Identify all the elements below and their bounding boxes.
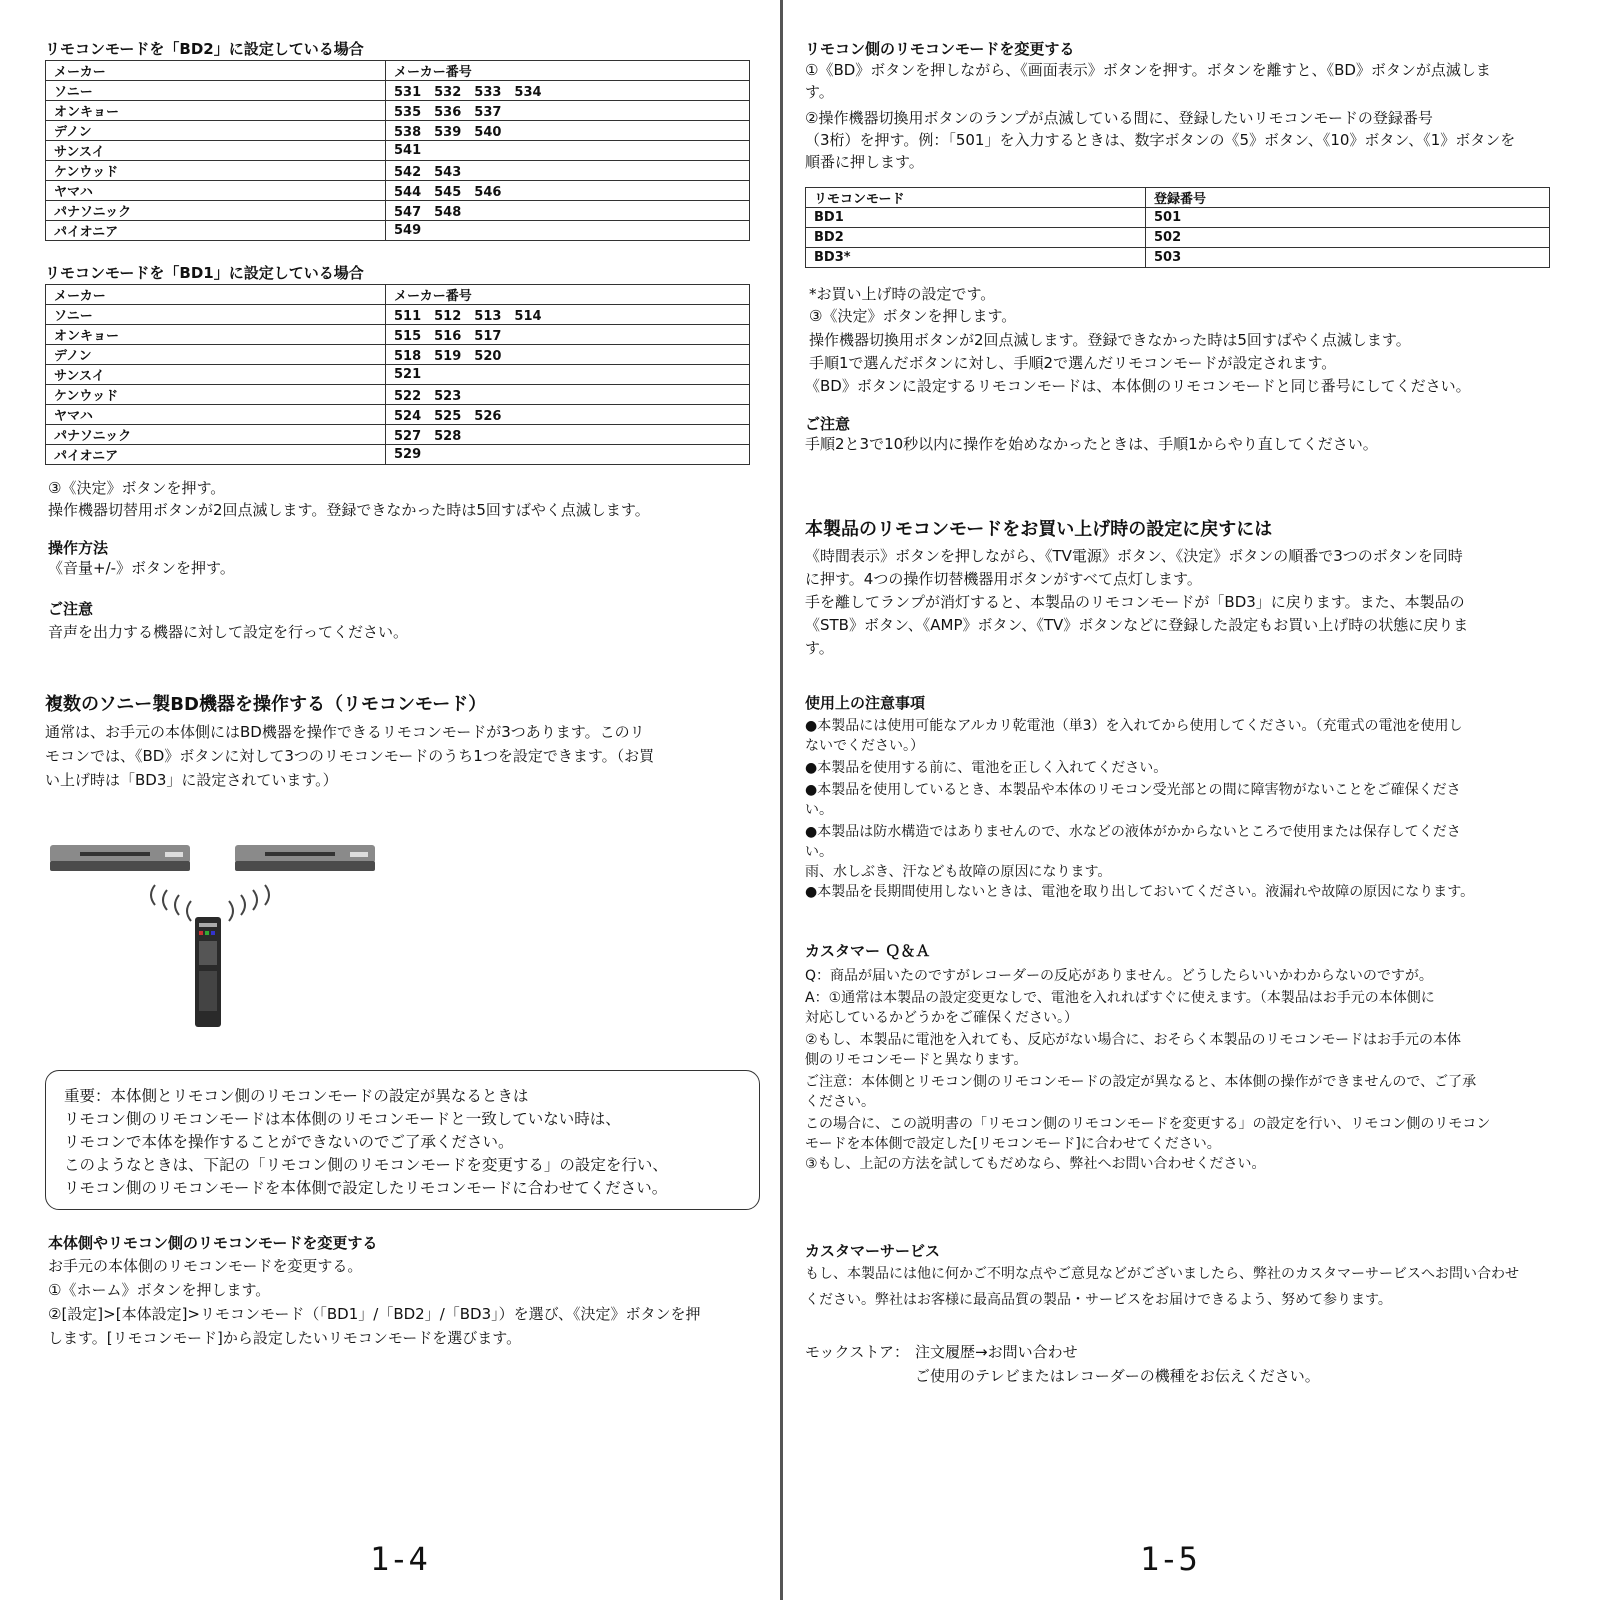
reset-line-4: 《STB》ボタン、《AMP》ボタン、《TV》ボタンなどに登録した設定もお買い上げ時の状態に戻りま <box>805 616 1469 634</box>
usage-line-2: ないでください。） <box>805 738 924 754</box>
multi-line-2: モコンでは、《BD》ボタンに対して3つのリモコンモードのうち1つを設定できます。（お買 <box>45 747 655 765</box>
important-line-1: 重要：本体側とリモコン側のリモコンモードの設定が異なるときは <box>64 1087 529 1105</box>
qa-line-8: この場合に、この説明書の「リモコン側のリモコンモードを変更する」の設定を行い、リモコン側のリモコン <box>805 1116 1491 1132</box>
usage-line-7: い。 <box>805 844 833 860</box>
table-row <box>46 201 750 221</box>
page-number-left: 1-4 <box>370 1540 428 1578</box>
table-cell-label: BD2 <box>806 228 1146 248</box>
remote-heading: リモコン側のリモコンモードを変更する <box>805 40 1075 58</box>
remote-control-icon <box>195 917 221 1027</box>
reset-heading: 本製品のリモコンモードをお買い上げ時の設定に戻すには <box>805 519 1273 540</box>
table-cell-value: 515 516 517 <box>386 325 750 345</box>
table-cell-value: メーカー番号 <box>386 285 750 305</box>
table-cell-label: ソニー <box>46 305 386 325</box>
table-cell-value: 502 <box>1146 228 1550 248</box>
bd-player-left-icon <box>50 845 190 871</box>
bd-player-right-icon <box>235 845 375 871</box>
table-header-row <box>46 285 750 305</box>
service-line-2: ください。弊社はお客様に最高品質の製品・サービスをお届けできるよう、努めて参ります。 <box>805 1292 1392 1308</box>
table-cell-value: 547 548 <box>386 201 750 221</box>
operation-text: 《音量+/-》ボタンを押す。 <box>48 559 235 577</box>
table-cell-label: ソニー <box>46 81 386 101</box>
reset-line-2: に押す。4つの操作切替機器用ボタンがすべて点灯します。 <box>805 570 1202 588</box>
table-cell-value: 521 <box>386 365 750 385</box>
table-cell-value: メーカー番号 <box>386 61 750 81</box>
store-line-2: ご使用のテレビまたはレコーダーの機種をお伝えください。 <box>915 1367 1320 1385</box>
table-row <box>46 425 750 445</box>
change-line-3: ②[設定]>[本体設定]>リモコンモード（「BD1」/「BD2」/「BD3」）を選び、《決定》ボタンを押 <box>48 1305 701 1323</box>
important-line-2: リモコン側のリモコンモードは本体側のリモコンモードと一致していない時は、 <box>64 1110 621 1128</box>
remote-line-1: ①《BD》ボタンを押しながら、《画面表示》ボタンを押す。ボタンを離すと、《BD》ボタンが点滅しま <box>805 61 1491 79</box>
table-cell-value: 503 <box>1146 248 1550 268</box>
usage-line-4: ●本製品を使用しているとき、本製品や本体のリモコン受光部との間に障害物がないことをご確保くださ <box>805 782 1461 798</box>
table-cell-value: 538 539 540 <box>386 121 750 141</box>
table-cell-value: 535 536 537 <box>386 101 750 121</box>
table-row <box>46 365 750 385</box>
page-1-4 <box>0 0 780 1600</box>
table-cell-value: 501 <box>1146 208 1550 228</box>
table-cell-label: メーカー <box>46 61 386 81</box>
right-caution-heading: ご注意 <box>805 415 851 433</box>
multi-line-1: 通常は、お手元の本体側にはBD機器を操作できるリモコンモードが3つあります。このリ <box>45 723 645 741</box>
table-cell-value: 531 532 533 534 <box>386 81 750 101</box>
table-cell-label: BD3* <box>806 248 1146 268</box>
table-row <box>46 81 750 101</box>
table-cell-value: 529 <box>386 445 750 465</box>
table-cell-label: サンスイ <box>46 365 386 385</box>
table-cell-label: ケンウッド <box>46 161 386 181</box>
table-cell-value: 524 525 526 <box>386 405 750 425</box>
caution-text: 音声を出力する機器に対して設定を行ってください。 <box>48 623 409 641</box>
reset-line-3: 手を離してランプが消灯すると、本製品のリモコンモードが「BD3」に戻ります。また、本製品の <box>805 593 1465 611</box>
table-row <box>46 181 750 201</box>
page-1-5 <box>785 0 1600 1600</box>
table-cell-label: オンキョー <box>46 101 386 121</box>
service-line-1: もし、本製品には他に何かご不明な点やご意見などがございましたら、弊社のカスタマーサービスへお問い合わせ <box>805 1266 1519 1282</box>
important-line-4: このようなときは、下記の「リモコン側のリモコンモードを変更する」の設定を行い、 <box>64 1156 668 1174</box>
after-table-line-3: 操作機器切換用ボタンが2回点滅します。登録できなかった時は5回すばやく点滅します。 <box>809 331 1411 349</box>
table-cell-label: ヤマハ <box>46 405 386 425</box>
store-label: モックストア： <box>805 1343 909 1361</box>
table-cell-value: 549 <box>386 221 750 241</box>
table-cell-label: パイオニア <box>46 445 386 465</box>
table-row <box>46 445 750 465</box>
step3-text: ③《決定》ボタンを押す。 <box>48 479 226 497</box>
table-cell-value: 527 528 <box>386 425 750 445</box>
qa-line-10: ③もし、上記の方法を試してもだめなら、弊社へお問い合わせください。 <box>805 1156 1266 1172</box>
change-heading: 本体側やリモコン側のリモコンモードを変更する <box>48 1234 378 1252</box>
reset-line-5: す。 <box>805 639 834 657</box>
table-row <box>46 141 750 161</box>
table-cell-value: 登録番号 <box>1146 188 1550 208</box>
table-header-row <box>46 61 750 81</box>
service-heading: カスタマーサービス <box>805 1242 941 1260</box>
bd-players-illustration <box>45 835 405 1035</box>
table-row <box>806 208 1550 228</box>
after-table-line-4: 手順1で選んだボタンに対し、手順2で選んだリモコンモードが設定されます。 <box>809 354 1337 372</box>
usage-line-1: ●本製品には使用可能なアルカリ乾電池（単3）を入れてから使用してください。（充電式の電池を使用し <box>805 718 1463 734</box>
table-row <box>46 405 750 425</box>
important-line-3: リモコンで本体を操作することができないのでご了承ください。 <box>64 1133 514 1151</box>
step3-note: 操作機器切替用ボタンが2回点滅します。登録できなかった時は5回すばやく点滅します。 <box>48 501 650 519</box>
page-number-right: 1-5 <box>1140 1540 1198 1578</box>
table-row <box>46 385 750 405</box>
table-cell-label: ヤマハ <box>46 181 386 201</box>
signal-waves-icon <box>151 885 269 921</box>
table-cell-label: デノン <box>46 345 386 365</box>
right-caution-text: 手順2と3で10秒以内に操作を始めなかったときは、手順1からやり直してください。 <box>805 435 1378 453</box>
qa-heading: カスタマー Ｑ＆Ａ <box>805 942 931 960</box>
bd1-heading: リモコンモードを「BD1」に設定している場合 <box>45 264 364 282</box>
usage-line-9: ●本製品を長期間使用しないときは、電池を取り出しておいてください。液漏れや故障の原因になります。 <box>805 884 1475 900</box>
multi-line-3: い上げ時は「BD3」に設定されています。） <box>45 771 338 789</box>
table-cell-label: オンキョー <box>46 325 386 345</box>
qa-line-6: ご注意：本体側とリモコン側のリモコンモードの設定が異なると、本体側の操作ができませんので、ご了承 <box>805 1074 1477 1090</box>
table-row <box>46 121 750 141</box>
multi-heading: 複数のソニー製BD機器を操作する（リモコンモード） <box>45 694 487 715</box>
table-cell-label: パナソニック <box>46 425 386 445</box>
qa-line-1: Q：商品が届いたのですがレコーダーの反応がありません。どうしたらいいかわからないのですが。 <box>805 968 1433 984</box>
table-cell-label: デノン <box>46 121 386 141</box>
table-cell-label: ケンウッド <box>46 385 386 405</box>
table-cell-value: 518 519 520 <box>386 345 750 365</box>
usage-line-3: ●本製品を使用する前に、電池を正しく入れてください。 <box>805 760 1168 776</box>
bd2-table <box>45 60 750 241</box>
qa-line-5: 側のリモコンモードと異なります。 <box>805 1052 1028 1068</box>
remote-line-2: す。 <box>805 83 834 101</box>
remote-line-3: ②操作機器切換用ボタンのランプが点滅している間に、登録したいリモコンモードの登録番号 <box>805 109 1433 127</box>
table-row <box>46 101 750 121</box>
table-cell-value: 522 523 <box>386 385 750 405</box>
bd2-heading: リモコンモードを「BD2」に設定している場合 <box>45 40 364 58</box>
store-line-1: 注文履歴→お問い合わせ <box>915 1343 1078 1361</box>
important-notice-box <box>45 1070 760 1210</box>
usage-line-8: 雨、水しぶき、汗なども故障の原因になります。 <box>805 864 1112 880</box>
table-cell-value: 544 545 546 <box>386 181 750 201</box>
important-line-5: リモコン側のリモコンモードを本体側で設定したリモコンモードに合わせてください。 <box>64 1179 668 1197</box>
table-cell-label: BD1 <box>806 208 1146 228</box>
usage-heading: 使用上の注意事項 <box>805 694 926 712</box>
table-cell-value: 542 543 <box>386 161 750 181</box>
change-line-4: します。[リモコンモード]から設定したいリモコンモードを選びます。 <box>48 1329 522 1347</box>
after-table-line-1: *お買い上げ時の設定です。 <box>809 285 996 303</box>
table-header-row <box>806 188 1550 208</box>
table-cell-value: 511 512 513 514 <box>386 305 750 325</box>
usage-line-6: ●本製品は防水構造ではありませんので、水などの液体がかからないところで使用または保存してくださ <box>805 824 1461 840</box>
page-divider <box>780 0 783 1600</box>
caution-heading: ご注意 <box>48 600 94 618</box>
table-cell-label: サンスイ <box>46 141 386 161</box>
table-row <box>46 221 750 241</box>
table-row <box>46 161 750 181</box>
table-cell-label: パナソニック <box>46 201 386 221</box>
qa-line-2: A：①通常は本製品の設定変更なしで、電池を入れればすぐに使えます。（本製品はお手元の本体側に <box>805 990 1435 1006</box>
table-row <box>806 248 1550 268</box>
table-cell-value: 541 <box>386 141 750 161</box>
qa-line-4: ②もし、本製品に電池を入れても、反応がない場合に、おそらく本製品のリモコンモードはお手元の本体 <box>805 1032 1461 1048</box>
qa-line-3: 対応しているかどうかをご確保ください。） <box>805 1010 1078 1026</box>
table-row <box>806 228 1550 248</box>
table-cell-label: メーカー <box>46 285 386 305</box>
after-table-line-5: 《BD》ボタンに設定するリモコンモードは、本体側のリモコンモードと同じ番号にしてください。 <box>805 377 1471 395</box>
qa-line-9: モードを本体側で設定した[リモコンモード]に合わせてください。 <box>805 1136 1221 1152</box>
remote-line-4: （3桁）を押す。例：「501」を入力するときは、数字ボタンの《5》ボタン、《10》ボタン、《1》ボタンを <box>805 131 1516 149</box>
table-cell-label: リモコンモード <box>806 188 1146 208</box>
qa-line-7: ください。 <box>805 1094 875 1110</box>
usage-line-5: い。 <box>805 802 833 818</box>
table-row <box>46 345 750 365</box>
mode-table <box>805 187 1550 268</box>
table-row <box>46 325 750 345</box>
table-cell-label: パイオニア <box>46 221 386 241</box>
change-line-1: お手元の本体側のリモコンモードを変更する。 <box>48 1257 363 1275</box>
change-line-2: ①《ホーム》ボタンを押します。 <box>48 1281 271 1299</box>
reset-line-1: 《時間表示》ボタンを押しながら、《TV電源》ボタン、《決定》ボタンの順番で3つのボタンを同時 <box>805 547 1463 565</box>
bd1-table <box>45 284 750 465</box>
remote-line-5: 順番に押します。 <box>805 153 924 171</box>
table-row <box>46 305 750 325</box>
after-table-line-2: ③《決定》ボタンを押します。 <box>809 307 1017 325</box>
operation-heading: 操作方法 <box>48 539 109 557</box>
